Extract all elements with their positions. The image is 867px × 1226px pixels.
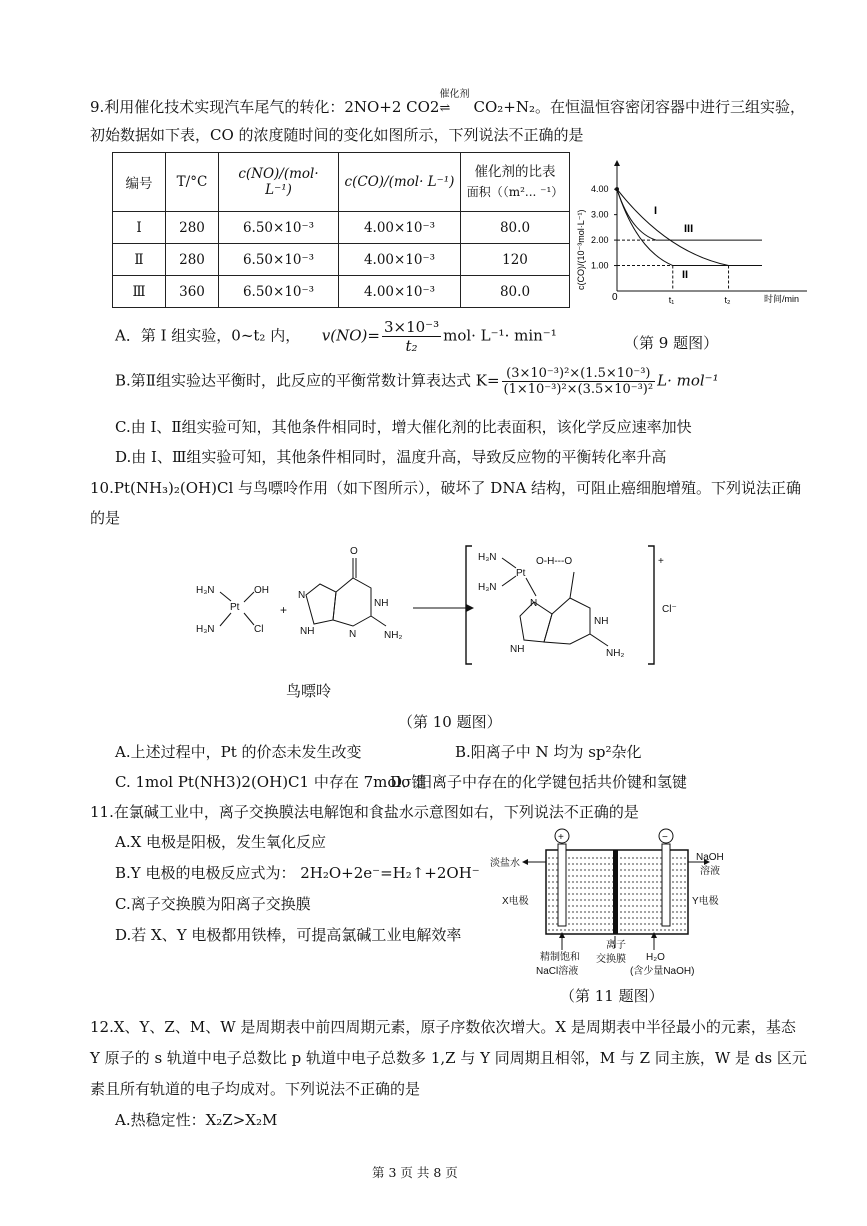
bond bbox=[244, 592, 254, 602]
q11-figure-caption: （第 11 题图） bbox=[560, 987, 664, 1005]
x-tick-label: t₂ bbox=[724, 295, 731, 305]
q12-stem-line1: 12.X、Y、Z、M、W 是周期表中前四周期元素，原子序数依次增大。X 是周期表中半径最小的元素，基态 bbox=[90, 1018, 796, 1036]
table-cell: 6.50×10⁻³ bbox=[219, 276, 339, 308]
bond bbox=[220, 592, 231, 601]
fraction-denominator: t₂ bbox=[405, 337, 418, 355]
q9-option-b bbox=[115, 366, 719, 397]
q9-option-b-unit: L· mol⁻¹ bbox=[657, 371, 719, 390]
arrow-head bbox=[466, 604, 474, 612]
water-label-2: (含少量NaOH) bbox=[630, 966, 695, 977]
right-bracket bbox=[648, 546, 654, 664]
fraction-denominator: (1×10⁻³)²×(3.5×10⁻³)² bbox=[503, 382, 654, 397]
fraction-numerator: (3×10⁻³)²×(1.5×10⁻³) bbox=[502, 366, 656, 382]
x-electrode bbox=[558, 844, 566, 926]
q11-option-d: D.若 X、Y 电极都用铁棒，可提高氯碱工业电解效率 bbox=[115, 926, 462, 944]
series-label-I: I bbox=[654, 205, 658, 217]
dilute-brine-label: 淡盐水 bbox=[490, 858, 520, 869]
q9-data-table bbox=[112, 152, 570, 308]
q10-reaction-diagram bbox=[188, 540, 688, 670]
guanine-nh2: NH₂ bbox=[384, 630, 403, 641]
q9-stem-line2: 初始数据如下表，CO 的浓度随时间的变化如图所示，下列说法不正确的是 bbox=[90, 126, 584, 144]
q10-option-d: D．阳离子中存在的化学键包括共价键和氢键 bbox=[390, 773, 688, 791]
feed-label-1: 精制饱和 bbox=[540, 952, 580, 963]
q12-stem-line2: Y 原子的 s 轨道中电子总数比 p 轨道中电子总数多 1,Z 与 Y 同周期且相邻，M 与 Z 同主族，W 是 ds 区元 bbox=[90, 1049, 807, 1067]
amino-bond bbox=[590, 634, 608, 646]
q11-stem: 11.在氯碱工业中，离子交换膜法电解饱和食盐水示意图如右，下列说法不正确的是 bbox=[90, 803, 639, 821]
fraction-numerator: 3×10⁻³ bbox=[383, 318, 440, 336]
chloride-ion: Cl⁻ bbox=[662, 604, 677, 615]
arrow-head bbox=[559, 932, 565, 938]
guanine-o: O bbox=[350, 546, 358, 557]
q10-option-b: B.阳离子中 N 均为 sp²杂化 bbox=[455, 743, 642, 761]
product-n: N bbox=[530, 598, 538, 609]
table-cell: 4.00×10⁻³ bbox=[339, 244, 461, 276]
header-cno: c(NO)/(mol· L⁻¹) bbox=[219, 153, 339, 212]
table-cell: 6.50×10⁻³ bbox=[219, 244, 339, 276]
q10-option-a: A.上述过程中，Pt 的价态未发生改变 bbox=[115, 743, 362, 761]
table-cell: Ⅱ bbox=[113, 244, 166, 276]
q9-option-a bbox=[115, 318, 557, 355]
q12-option-a: A.热稳定性：X₂Z>X₂M bbox=[115, 1111, 278, 1129]
y-electrode-label: Y电极 bbox=[692, 896, 719, 907]
q10-option-c: C. 1mol Pt(NH3)2(OH)C1 中存在 7molσ键 bbox=[115, 773, 427, 791]
naoh-solution-label: 溶液 bbox=[700, 866, 720, 877]
table-cell: 4.00×10⁻³ bbox=[339, 212, 461, 244]
header-temp: T/°C bbox=[166, 153, 219, 212]
complex-cl: Cl bbox=[254, 624, 264, 635]
carbonyl-bond bbox=[570, 572, 574, 598]
product-nh2: NH₂ bbox=[606, 648, 625, 659]
header-id: 编号 bbox=[113, 153, 166, 212]
catalyst-label: 催化剂 bbox=[439, 89, 470, 100]
table-cell: 6.50×10⁻³ bbox=[219, 212, 339, 244]
water-label: H₂O bbox=[646, 952, 665, 963]
table-cell: 120 bbox=[461, 244, 570, 276]
table-header-row bbox=[113, 153, 570, 212]
table-row bbox=[113, 244, 570, 276]
bond bbox=[244, 613, 254, 625]
header-surface-l1: 催化剂的比表 bbox=[474, 164, 556, 180]
table-row bbox=[113, 276, 570, 308]
membrane-label-2: 交换膜 bbox=[596, 954, 626, 965]
origin-label: 0 bbox=[612, 292, 618, 303]
y-tick-label: 1.00 bbox=[591, 260, 609, 271]
table-cell: Ⅲ bbox=[113, 276, 166, 308]
y-axis-label: c(CO)/(10⁻³mol·L⁻¹) bbox=[576, 209, 586, 290]
product-pt: Pt bbox=[516, 568, 526, 579]
y-tick-label: 4.00 bbox=[591, 184, 609, 195]
product-hbond: O-H---O bbox=[536, 556, 573, 567]
x-electrode-label: X电极 bbox=[502, 896, 529, 907]
header-cco: c(CO)/(mol· L⁻¹) bbox=[339, 153, 461, 212]
table-cell: 4.00×10⁻³ bbox=[339, 276, 461, 308]
q11-option-b: B.Y 电极的电极反应式为： 2H₂O+2e⁻=H₂↑+2OH⁻ bbox=[115, 864, 480, 882]
bond bbox=[220, 613, 231, 626]
q9-stem-part2: CO₂+N₂。在恒温恒容密闭容器中进行三组实验， bbox=[473, 98, 805, 116]
complex-oh: OH bbox=[254, 585, 269, 596]
x-axis-label: 时间/min bbox=[764, 294, 800, 304]
y-tick-label: 2.00 bbox=[591, 235, 609, 246]
q11-option-a: A.X 电极是阳极，发生氧化反应 bbox=[115, 833, 327, 851]
product-h3n-bottom: H₃N bbox=[478, 582, 497, 593]
y-tick-label: 3.00 bbox=[591, 209, 609, 220]
table-cell: 80.0 bbox=[461, 212, 570, 244]
naoh-label: NaOH bbox=[696, 852, 724, 863]
product-nh-ring: NH bbox=[594, 616, 609, 627]
q9-stem bbox=[90, 89, 805, 117]
q11-option-c: C.离子交换膜为阳离子交换膜 bbox=[115, 895, 311, 913]
arrow-head bbox=[651, 932, 657, 938]
page-footer: 第 3 页 共 8 页 bbox=[372, 1165, 458, 1180]
ion-exchange-membrane bbox=[613, 850, 618, 934]
q9-option-c: C.由 I、Ⅱ组实验可知，其他条件相同时，增大催化剂的比表面积，该化学反应速率加快 bbox=[115, 418, 692, 436]
header-surface-l2: 面积（（m²... ⁻¹） bbox=[466, 185, 564, 199]
product-nh-bottom: NH bbox=[510, 644, 525, 655]
table-cell: 280 bbox=[166, 244, 219, 276]
series-label-III: III bbox=[684, 223, 694, 235]
product-h3n-top: H₃N bbox=[478, 552, 497, 563]
guanine-five-ring bbox=[306, 584, 336, 624]
q10-stem-line2: 的是 bbox=[90, 509, 121, 527]
table-cell: 280 bbox=[166, 212, 219, 244]
q9-option-b-fraction bbox=[502, 366, 656, 397]
x-tick-label: t₁ bbox=[668, 295, 675, 305]
complex-h3n-bottom: H₃N bbox=[196, 624, 215, 635]
q10-stem: 10.Pt(NH₃)₂(OH)Cl 与鸟嘌呤作用（如下图所示），破坏了 DNA 结构，可阻止癌细胞增殖。下列说法正确 bbox=[90, 479, 802, 497]
q9-option-a-v: v(NO)= bbox=[321, 326, 380, 345]
arrow-head bbox=[522, 859, 528, 865]
bond bbox=[502, 558, 516, 568]
bond bbox=[502, 576, 516, 586]
y-electrode bbox=[662, 844, 670, 926]
q9-concentration-chart bbox=[572, 158, 807, 313]
table-cell: 360 bbox=[166, 276, 219, 308]
guanine-nh-bottom: NH bbox=[300, 626, 315, 637]
q9-option-a-text: A．第 I 组实验，0~t₂ 内， bbox=[115, 326, 301, 345]
plus-sign: + bbox=[280, 603, 288, 617]
table-cell: I bbox=[113, 212, 166, 244]
q9-option-a-fraction bbox=[382, 318, 441, 355]
q9-option-b-text: B.第Ⅱ组实验达平衡时，此反应的平衡常数计算表达式 K= bbox=[115, 371, 500, 390]
table-cell: 80.0 bbox=[461, 276, 570, 308]
q9-stem-part1: 9.利用催化技术实现汽车尾气的转化：2NO+2 CO2 bbox=[90, 98, 440, 116]
guanine-n-left: N bbox=[298, 590, 306, 601]
q9-option-d: D.由 I、Ⅲ组实验可知，其他条件相同时，温度升高，导致反应物的平衡转化率升高 bbox=[115, 448, 667, 466]
q10-figure-caption: （第 10 题图） bbox=[398, 713, 502, 731]
table-row bbox=[113, 212, 570, 244]
cation-charge: + bbox=[658, 556, 664, 567]
q9-figure-caption: （第 9 题图） bbox=[624, 334, 719, 352]
q9-option-a-unit: mol· L⁻¹· min⁻¹ bbox=[443, 326, 557, 345]
anode-sign: + bbox=[558, 832, 564, 843]
guanine-nh-ring: NH bbox=[374, 598, 389, 609]
guanine-n-bottom: N bbox=[349, 629, 357, 640]
complex-h3n-top: H₃N bbox=[196, 585, 215, 596]
complex-pt: Pt bbox=[230, 602, 240, 613]
guanine-six-ring bbox=[333, 578, 371, 626]
amino-bond bbox=[371, 616, 386, 626]
catalyst-arrow: 催化剂 ⇌ bbox=[439, 98, 473, 116]
cathode-sign: − bbox=[662, 832, 668, 843]
header-surface bbox=[461, 153, 570, 212]
bond bbox=[526, 578, 536, 596]
guanine-label: 鸟嘌呤 bbox=[286, 682, 332, 700]
feed-label-2: NaCl溶液 bbox=[536, 966, 579, 977]
y-axis-arrow bbox=[614, 160, 620, 166]
q11-electrolysis-diagram bbox=[490, 824, 740, 986]
q12-stem-line3: 素且所有轨道的电子均成对。下列说法不正确的是 bbox=[90, 1080, 421, 1098]
membrane-label-1: 离子 bbox=[606, 940, 626, 951]
series-label-II: II bbox=[682, 269, 689, 281]
product-six-ring bbox=[544, 598, 590, 644]
